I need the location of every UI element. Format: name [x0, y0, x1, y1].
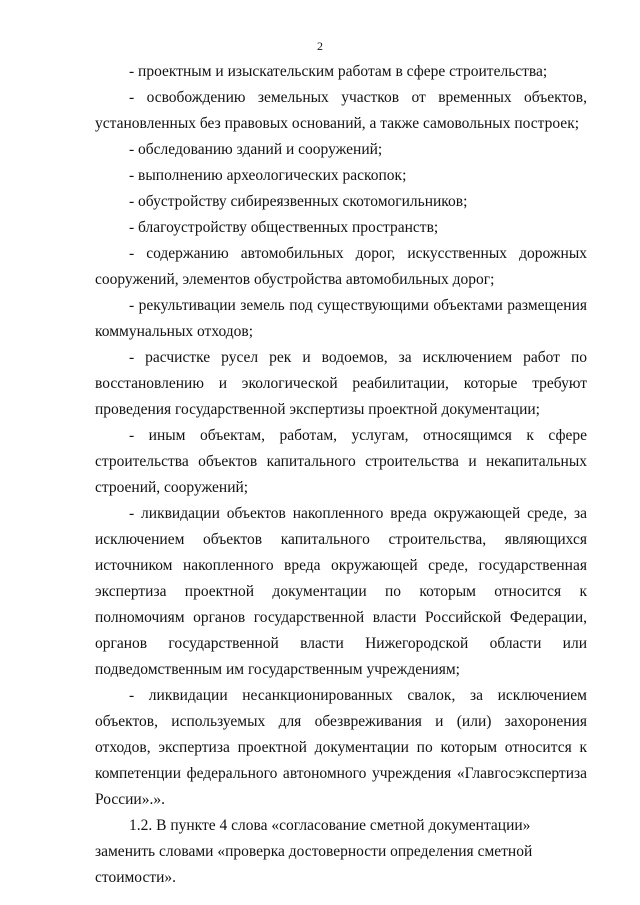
list-item-archaeological-excavation: - выполнению археологических раскопок; — [129, 167, 407, 184]
document-body — [95, 59, 587, 891]
list-item-land-reclamation: - рекультивации земель под существующими объектами размещения коммунальных отходов; — [95, 297, 587, 340]
list-item-anthrax-burial-sites: - обустройству сибиреязвенных скотомогильников; — [129, 193, 468, 210]
clause-1-2: 1.2. В пункте 4 слова «согласование сметной документации» заменить словами «проверка достоверности определения сметной стоимости». — [95, 817, 533, 886]
list-item-unauthorized-dumps: - ликвидации несанкционированных свалок, за исключением объектов, используемых для обезвреживания и (или) захоронения отходов, экспертиза проектной документации по которым относится к компетенции федерального автономного учреждения «Главгосэкспертиза России».». — [95, 687, 587, 808]
list-item-design-survey: - проектным и изыскательским работам в сфере строительства; — [129, 63, 548, 80]
list-item-road-maintenance: - содержанию автомобильных дорог, искусственных дорожных сооружений, элементов обустройства автомобильных дорог; — [95, 245, 587, 288]
list-item-other-construction: - иным объектам, работам, услугам, относящимся к сфере строительства объектов капитального строительства и некапитальных строений, сооружений; — [95, 427, 587, 496]
list-item-building-inspection: - обследованию зданий и сооружений; — [129, 141, 383, 158]
list-item-accumulated-harm: - ликвидации объектов накопленного вреда окружающей среде, за исключением объектов капитального строительства, являющихся источником накопленного вреда окружающей среде, государственная экспертиза проектной документации по которым относится к полномочиям органов государственной власти Российской Федерации, органов государственной власти Нижегородской области или подведомственным им государственным учреждениям; — [95, 505, 587, 678]
list-item-riverbed-clearing: - расчистке русел рек и водоемов, за исключением работ по восстановлению и экологической реабилитации, которые требуют проведения государственной экспертизы проектной документации; — [95, 349, 587, 418]
list-item-land-clearance: - освобождению земельных участков от временных объектов, установленных без правовых оснований, а также самовольных построек; — [95, 89, 587, 132]
page-number: 2 — [317, 39, 323, 53]
list-item-public-spaces: - благоустройству общественных пространств; — [129, 219, 439, 236]
